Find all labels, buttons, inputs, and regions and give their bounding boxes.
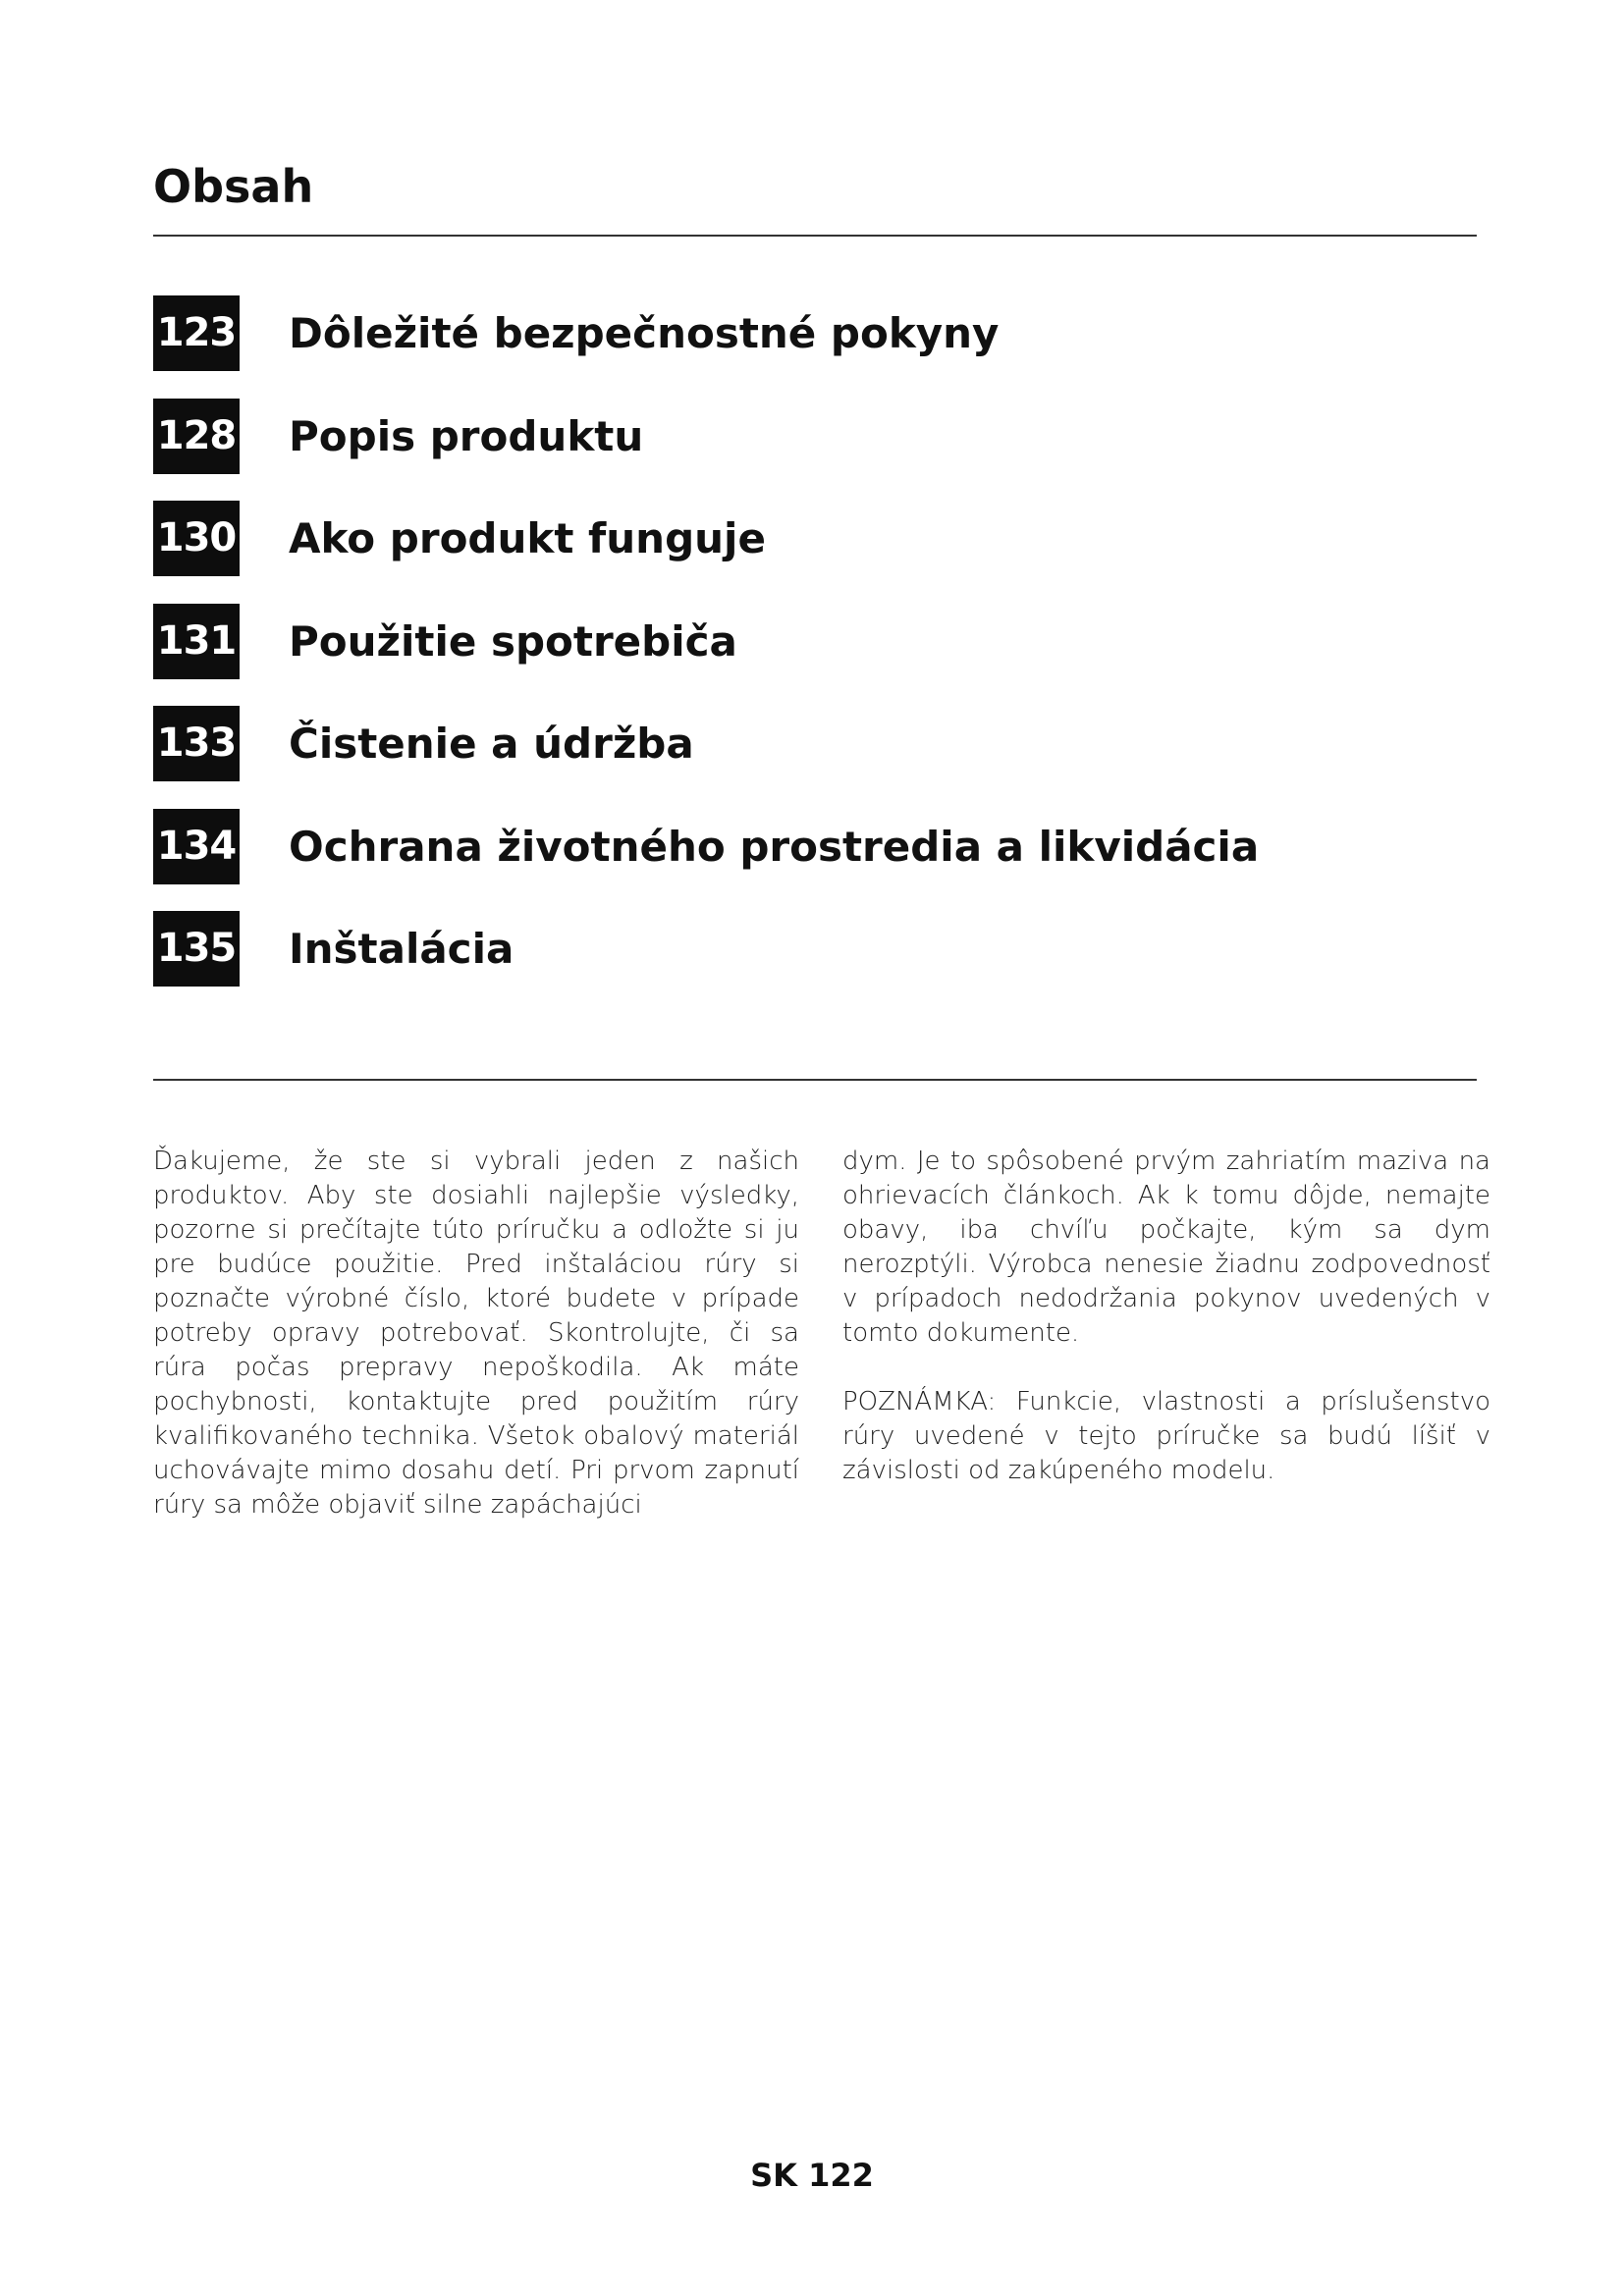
toc-item[interactable] xyxy=(153,706,1477,781)
toc-item[interactable] xyxy=(153,295,1477,371)
toc-section-title: Ochrana životného prostredia a likvidácia xyxy=(289,822,1260,871)
toc-section-title: Čistenie a údržba xyxy=(289,720,694,768)
toc-section-title: Popis produktu xyxy=(289,411,644,460)
toc-section-title: Inštalácia xyxy=(289,925,514,973)
top-divider xyxy=(153,235,1477,237)
note-paragraph: POZNÁMKA: Funkcie, vlastnosti a príslušenstvo rúry uvedené v tejto príručke sa budú líšiť v závislosti od zakúpeného modelu. xyxy=(842,1387,1490,1485)
toc-section-title: Ako produkt funguje xyxy=(289,514,766,562)
toc-page-number: 128 xyxy=(153,399,240,474)
toc-item[interactable] xyxy=(153,501,1477,576)
intro-column-right xyxy=(842,1145,1490,1488)
toc-page-number: 134 xyxy=(153,809,240,884)
page-title: Obsah xyxy=(153,160,314,213)
toc-item[interactable] xyxy=(153,604,1477,679)
toc-section-title: Použitie spotrebiča xyxy=(289,616,737,666)
toc-section-title: Dôležité bezpečnostné pokyny xyxy=(289,309,1000,357)
toc-page-number: 133 xyxy=(153,706,240,781)
table-of-contents xyxy=(153,295,1477,1014)
toc-item[interactable] xyxy=(153,399,1477,474)
toc-page-number: 135 xyxy=(153,911,240,987)
toc-page-number: 130 xyxy=(153,501,240,576)
toc-page-number: 123 xyxy=(153,295,240,371)
intro-paragraph-continued: dym. Je to spôsobené prvým zahriatím maziva na ohrievacích článkoch. Ak k tomu dôjde, nemajte obavy, iba chvíľu počkajte, kým sa dym nerozptýli. Výrobca nenesie žiadnu zodpovednosť v prípadoch nedodržania pokynov uvedených v tomto dokumente. xyxy=(842,1147,1490,1348)
intro-paragraph: Ďakujeme, že ste si vybrali jeden z našich produktov. Aby ste dosiahli najlepšie výsledky, pozorne si prečítajte túto príručku a odložte si ju pre budúce použitie. Pred inštaláciou rúry si poznačte výrobné číslo, ktoré budete v prípade potreby opravy potrebovať. Skontrolujte, či sa rúra počas prepravy nepoškodila. Ak máte pochybnosti, kontaktujte pred použitím rúry kvalifikovaného technika. Všetok obalový materiál uchovávajte mimo dosahu detí. Pri prvom zapnutí rúry sa môže objaviť silne zapáchajúci xyxy=(153,1147,799,1520)
toc-item[interactable] xyxy=(153,911,1477,987)
intro-column-left xyxy=(153,1145,799,1522)
toc-page-number: 131 xyxy=(153,604,240,679)
section-divider xyxy=(153,1079,1477,1081)
page-number: SK 122 xyxy=(750,2157,874,2194)
toc-item[interactable] xyxy=(153,809,1477,884)
